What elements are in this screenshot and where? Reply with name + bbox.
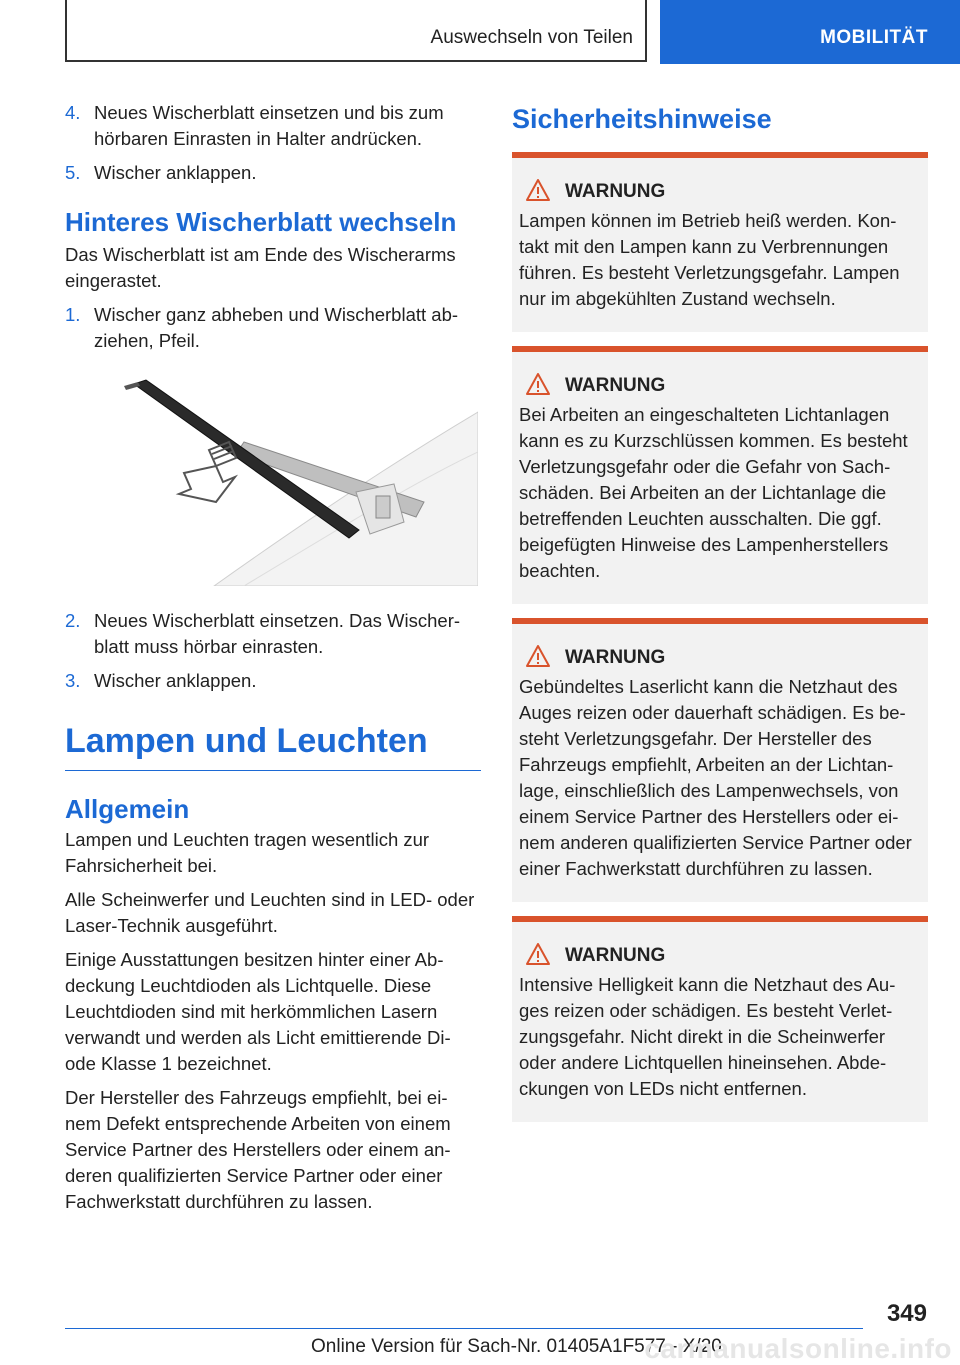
body-paragraph: Alle Scheinwerfer und Leuchten sind in LED- oder Laser-Technik ausgeführt. [65, 889, 475, 936]
step-number: 1. [65, 304, 81, 325]
header-section-title: Auswechseln von Teilen [430, 27, 633, 48]
left-column [65, 100, 481, 1223]
warning-text: Intensive Helligkeit kann die Netzhaut des Au‐ges reizen oder schädigen. Es besteht Verlet‐zungsgefahr. Nicht direkt in die Scheinwerfer oder andere Lichtquellen hineinsehen. Abde‐ckungen von LEDs nicht entfernen. [519, 974, 896, 1099]
warning-header [519, 942, 921, 970]
rear-wiper-removal-illustration [94, 372, 478, 586]
step-text: Neues Wischerblatt einsetzen. Das Wischer‐blatt muss hörbar einrasten. [94, 610, 461, 657]
warning-title: WARNUNG [565, 647, 666, 668]
watermark: carmanualsonline.info [644, 1333, 952, 1364]
step-text: Wischer anklappen. [94, 670, 257, 691]
step-item [65, 608, 481, 660]
warning-title: WARNUNG [565, 375, 666, 396]
header-section-box [65, 0, 647, 62]
body-paragraph: Der Hersteller des Fahrzeugs empfiehlt, bei ei‐nem Defekt entsprechende Arbeiten von einem Service Partner des Herstellers oder einem an‐deren qualifizierten Service Partner oder einer Fachwerkstatt durchführen zu lassen. [65, 1087, 451, 1212]
heading-general: Allgemein [65, 794, 190, 824]
right-column [512, 100, 928, 1122]
rear-intro-text: Das Wischerblatt ist am Ende des Wischerarms eingerastet. [65, 244, 456, 291]
warning-text: Gebündeltes Laserlicht kann die Netzhaut des Auges reizen oder dauerhaft schädigen. Es be‐steht Verletzungsgefahr. Der Hersteller des Fahrzeugs empfiehlt, Arbeiten an der Lichtan‐lage, einschließlich des Lampenwechsels, von einem Service Partner des Herstellers oder ei‐nem anderen qualifizierten Service Partner oder einer Fachwerkstatt durchführen zu lassen. [519, 676, 912, 879]
step-text: Neues Wischerblatt einsetzen und bis zum hörbaren Einrasten in Halter andrücken. [94, 102, 444, 149]
warning-triangle-icon [525, 644, 551, 673]
warning-box [512, 618, 928, 902]
warning-title: WARNUNG [565, 181, 666, 202]
warning-text: Lampen können im Betrieb heiß werden. Kon‐takt mit den Lampen kann zu Verbrennungen führen. Es besteht Verletzungsgefahr. Lampen nur im abgekühlten Zustand wechseln. [519, 210, 900, 309]
body-paragraph: Einige Ausstattungen besitzen hinter einer Ab‐deckung Leuchtdioden als Lichtquelle. Diese Leuchtdioden sind mit herkömmlichen Lasern verwandt und werden als Licht emittierende Di‐ode Klasse 1 bezeichnet. [65, 949, 451, 1074]
warning-box [512, 346, 928, 604]
warning-header [519, 372, 921, 400]
step-number: 5. [65, 162, 81, 183]
header-chapter-tab [660, 0, 960, 64]
warning-text: Bei Arbeiten an eingeschalteten Lichtanlagen kann es zu Kurzschlüssen kommen. Es besteht Verletzungsgefahr oder die Gefahr von Sach‐schäden. Bei Arbeiten an der Lichtanlage die betreffenden Leuchten ausschalten. Die ggf. beigefügten Hinweise des Lampenherstellers beachten. [519, 404, 908, 581]
heading-rule [65, 770, 481, 771]
heading-safety: Sicherheitshinweise [512, 104, 772, 134]
step-text: Wischer anklappen. [94, 162, 257, 183]
heading-lamps: Lampen und Leuchten [65, 722, 428, 760]
warning-title: WARNUNG [565, 945, 666, 966]
header-chapter-title: MOBILITÄT [820, 27, 928, 48]
body-paragraph: Lampen und Leuchten tragen wesentlich zur Fahrsicherheit bei. [65, 829, 430, 876]
step-item [65, 100, 481, 152]
warning-box [512, 152, 928, 332]
step-number: 4. [65, 102, 81, 123]
footer-rule [65, 1328, 863, 1329]
step-number: 3. [65, 670, 81, 691]
page-number: 349 [886, 1300, 927, 1327]
step-item [65, 302, 481, 354]
step-text: Wischer ganz abheben und Wischerblatt ab‐ziehen, Pfeil. [94, 304, 459, 351]
step-item [65, 160, 481, 186]
footer-note: Online Version für Sach-Nr. 01405A1F577 - X/20 [311, 1336, 722, 1357]
warning-box [512, 916, 928, 1122]
warning-header [519, 644, 921, 672]
heading-rear-wiper: Hinteres Wischerblatt wechseln [65, 207, 457, 237]
warning-triangle-icon [525, 372, 551, 401]
warning-triangle-icon [525, 942, 551, 971]
warning-triangle-icon [525, 178, 551, 207]
step-number: 2. [65, 610, 81, 631]
warning-header [519, 178, 921, 206]
step-item [65, 668, 481, 694]
